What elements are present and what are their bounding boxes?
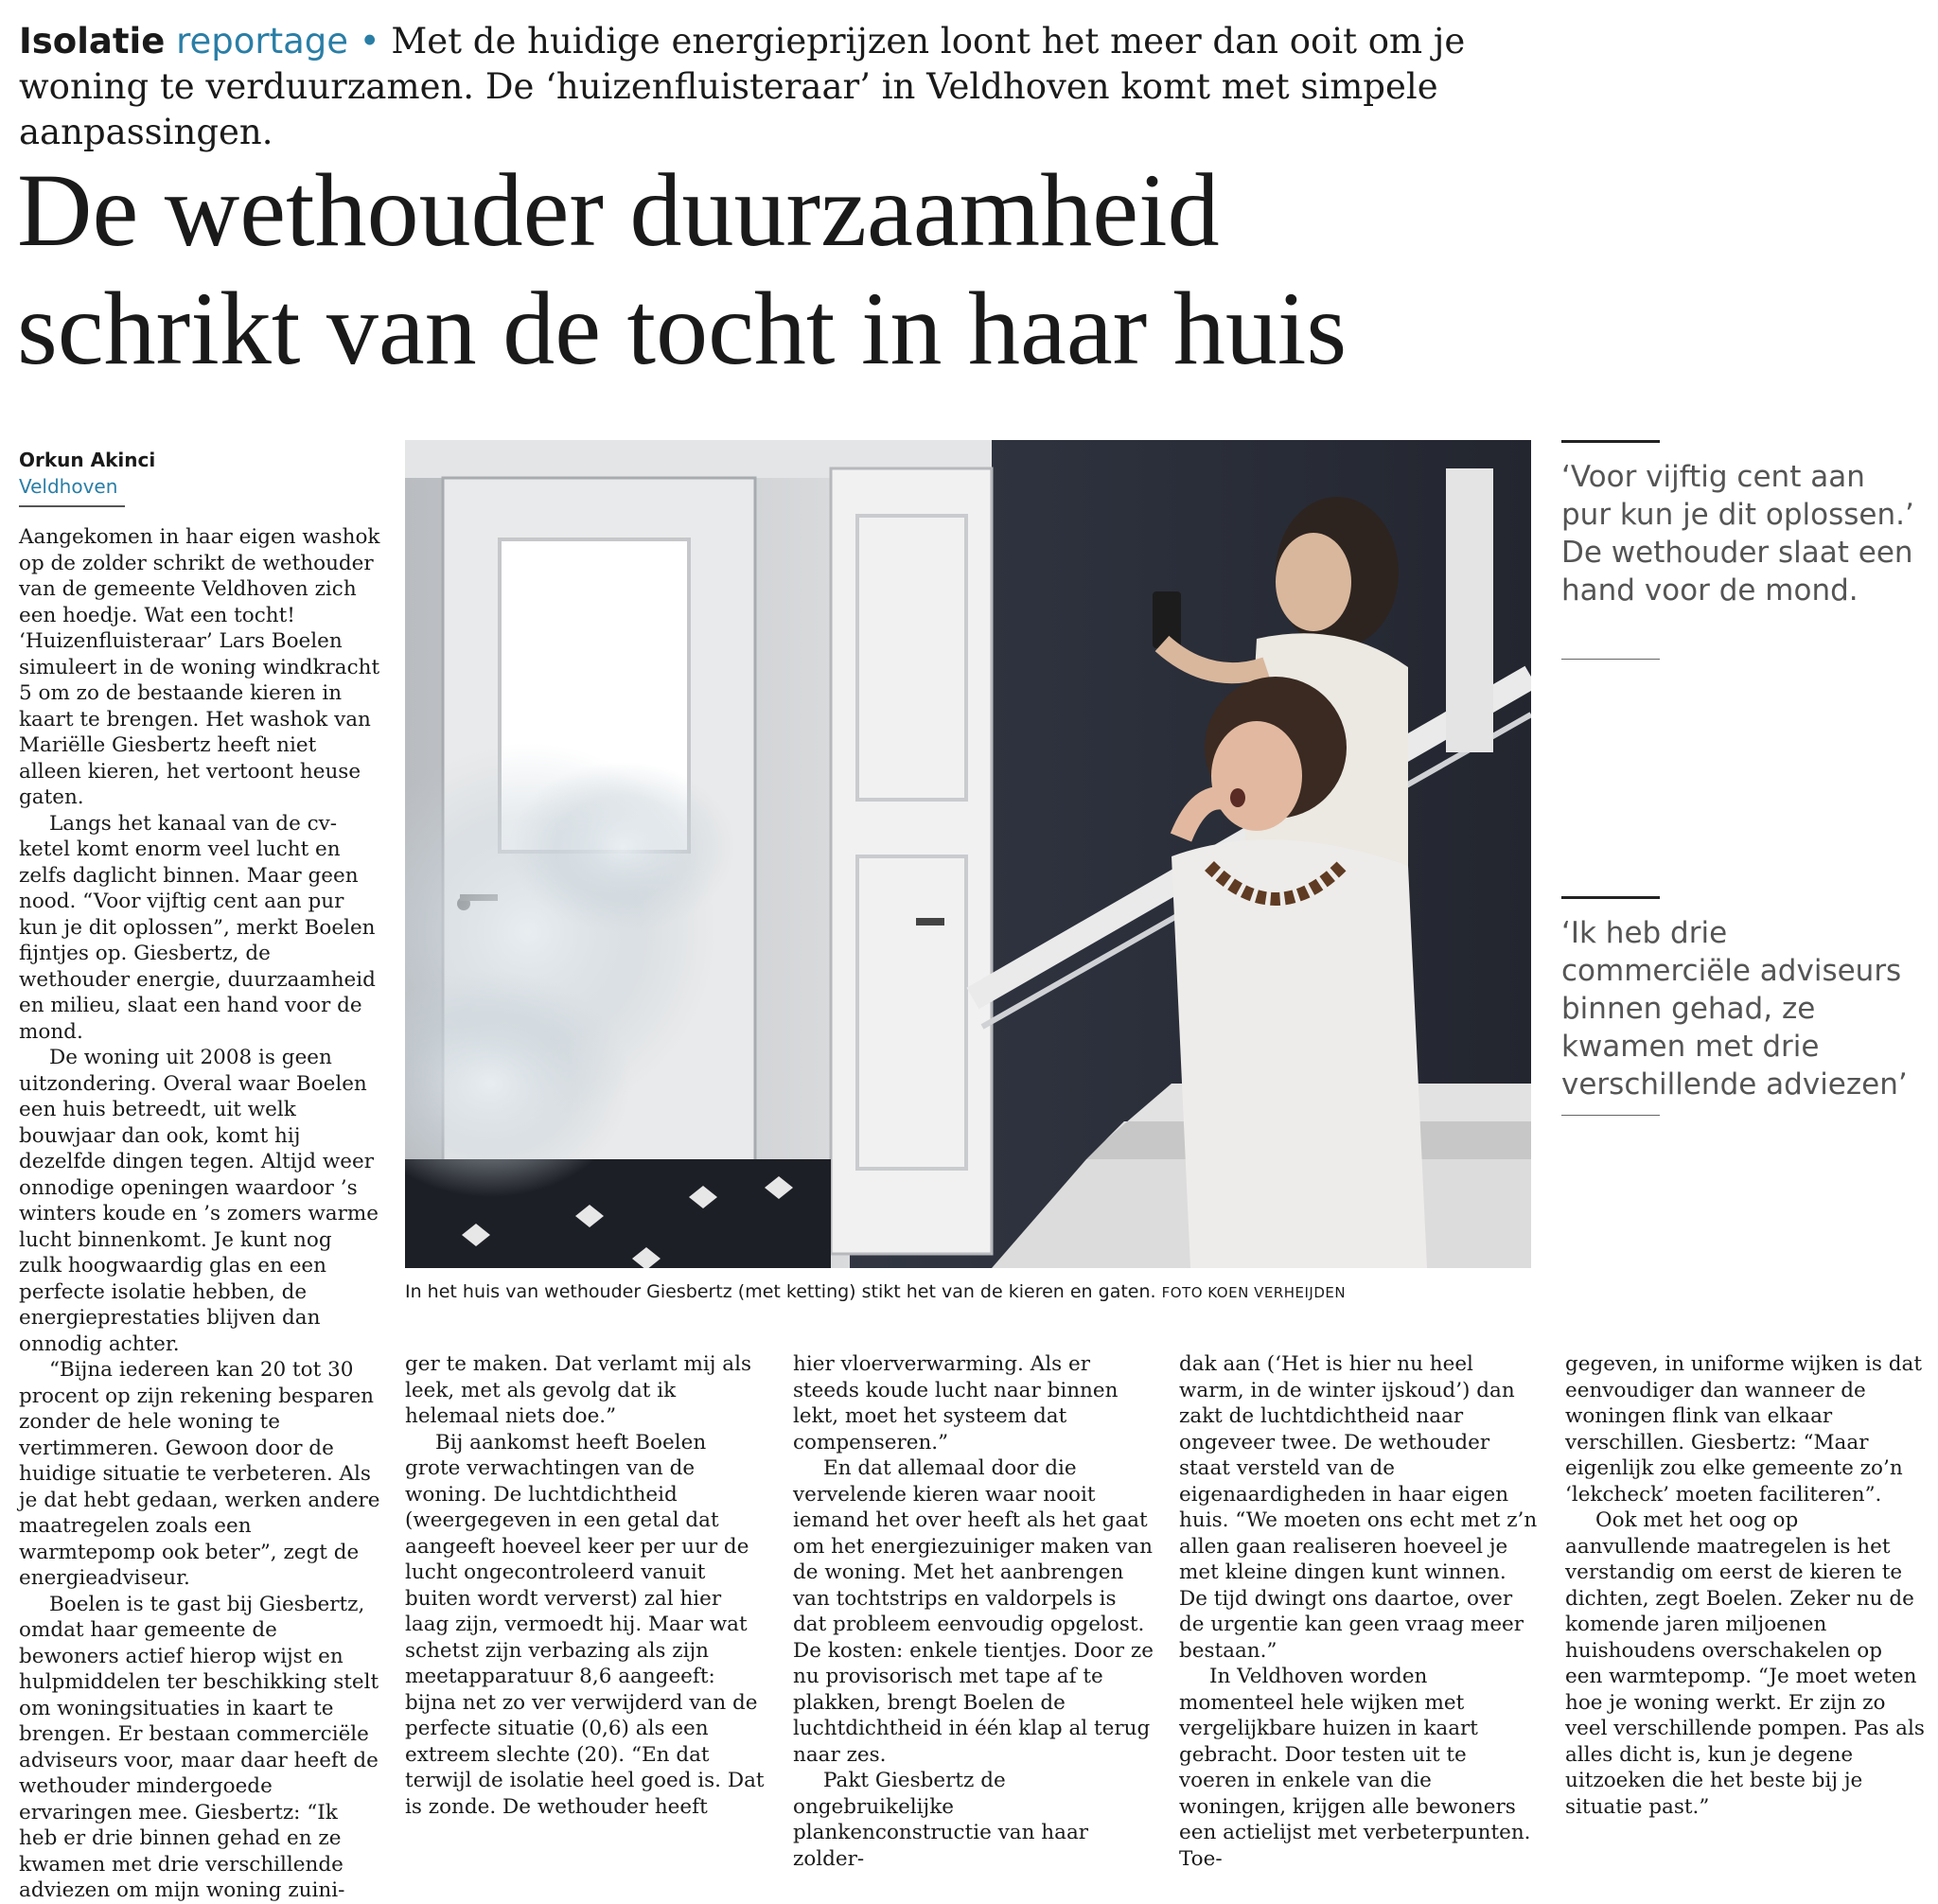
byline-place: Veldhoven — [19, 475, 118, 498]
photo-credit: FOTO KOEN VERHEIJDEN — [1161, 1284, 1347, 1301]
body-paragraph: dak aan (‘Het is hier nu heel warm, in de winter ijskoud’) dan zakt de luchtdichtheid naar ongeveer twee. De wethouder staat versteld van de eigenaardigheden in haar eigen huis. “We moeten ons echt met z’n allen gaan realiseren hoeveel je met kleine dingen kunt winnen. De tijd dwingt ons daartoe, over de urgentie kan geen vraag meer bestaan.” — [1179, 1352, 1538, 1663]
article-kicker — [19, 19, 1505, 155]
genre-label: reportage — [176, 21, 349, 62]
body-column-5 — [1565, 1351, 1925, 1820]
body-paragraph: Boelen is te gast bij Giesbertz, omdat haar gemeente de bewoners actief hierop wijst en hulpmiddelen ter beschikking stelt om woningsituaties in kaart te brengen. Er bestaan commerciële adviseurs voor, maar daar heeft de wethouder mindergoede ervaringen mee. Giesbertz: “Ik heb er drie binnen gehad en ze kwamen met drie verschillende adviezen om mijn woning zuini- — [19, 1592, 379, 1902]
body-paragraph: Aangekomen in haar eigen washok op de zolder schrikt de wethouder van de gemeente Veldhoven zich een hoedje. Wat een tocht! ‘Huizenfluisteraar’ Lars Boelen simuleert in de woning windkracht 5 om zo de bestaande kieren in kaart te brengen. Het washok van Mariëlle Giesbertz heeft niet alleen kieren, het vertoont heuse gaten. — [19, 525, 380, 809]
pullquote-1-top-rule — [1561, 440, 1660, 443]
caption-text: In het huis van wethouder Giesbertz (met ketting) stikt het van de kieren en gaten. — [405, 1281, 1156, 1302]
article-photo — [405, 440, 1531, 1268]
photo-caption — [405, 1279, 1541, 1305]
section-label: Isolatie — [19, 21, 166, 62]
pullquote-2-bottom-rule — [1561, 1115, 1660, 1116]
kicker-intro: Met de huidige energieprijzen loont het meer dan ooit om je woning te verduurzamen. De ‘huizenfluisteraar’ in Veldhoven komt met simpele aanpassingen. — [19, 21, 1466, 152]
body-paragraph: De woning uit 2008 is geen uitzondering. Overal waar Boelen een huis betreedt, uit welk bouwjaar dan ook, komt hij dezelfde dingen tegen. Altijd weer onnodige openingen waardoor ’s winters koude en ’s zomers warme lucht binnenkomt. Je kunt nog zulk hoogwaardig glas en een perfecte isolatie hebben, de energieprestaties blijven dan onnodig achter. — [19, 1046, 379, 1356]
body-column-4 — [1179, 1351, 1541, 1872]
body-paragraph: Bij aankomst heeft Boelen grote verwachtingen van de woning. De luchtdichtheid (weergegeven in een getal dat aangeeft hoeveel keer per uur de lucht ongecontroleerd vanuit buiten wordt ververst) zal hier laag zijn, vermoedt hij. Maar wat schetst zijn verbazing als zijn meetapparatuur 8,6 aangeeft: bijna net zo ver verwijderd van de perfecte situatie (0,6) als een extreem slechte (20). “En dat terwijl de isolatie heel goed is. Dat is zonde. De wethouder heeft — [405, 1430, 765, 1819]
pullquote-2: ‘Ik heb drie commerciële adviseurs binnen gehad, ze kwamen met drie verschillende adviezen’ — [1561, 916, 1908, 1102]
body-paragraph: “Bijna iedereen kan 20 tot 30 procent op zijn rekening besparen zonder de hele woning te vertimmeren. Gewoon door de huidige situatie te verbeteren. Als je dat hebt gedaan, werken andere maatregelen zoals een warmtepomp ook beter”, zegt de energieadviseur. — [19, 1358, 380, 1590]
body-paragraph: En dat allemaal door die vervelende kieren waar nooit iemand het over heeft als het gaat om het energiezuiniger maken van de woning. Met het aanbrengen van tochtstrips en valdorpels is dat probleem eenvoudig opgelost. De kosten: enkele tientjes. Door ze nu provisorisch met tape af te plakken, brengt Boelen de luchtdichtheid in één klap al terug naar zes. — [793, 1456, 1154, 1767]
photo-illustration — [405, 440, 1531, 1268]
body-paragraph: In Veldhoven worden momenteel hele wijken met vergelijkbare huizen in kaart gebracht. Door testen uit te voeren in enkele van die woningen, krijgen alle bewoners een actielijst met verbeterpunten. Toe- — [1179, 1665, 1531, 1871]
kicker-bullet: • — [359, 21, 380, 62]
byline-author: Orkun Akinci — [19, 449, 156, 471]
headline-line-2: schrikt van de tocht in haar huis — [17, 271, 1348, 386]
pullquote-1-bottom-rule — [1561, 659, 1660, 660]
pullquote-2-top-rule — [1561, 896, 1660, 899]
pullquote-1: ‘Voor vijftig cent aan pur kun je dit oplossen.’ De wethouder slaat een hand voor de mond. — [1561, 460, 1914, 608]
body-paragraph: Langs het kanaal van de cv-ketel komt enorm veel lucht en zelfs daglicht binnen. Maar geen nood. “Voor vijftig cent aan pur kun je dit oplossen”, merkt Boelen fijntjes op. Giesbertz, de wethouder energie, duurzaamheid en milieu, slaat een hand voor de mond. — [19, 811, 376, 1044]
headline-line-1: De wethouder duurzaamheid — [17, 152, 1220, 268]
body-paragraph: hier vloerverwarming. Als er steeds koude lucht naar binnen lekt, moet het systeem dat compenseren.” — [793, 1352, 1119, 1454]
body-paragraph: ger te maken. Dat verlamt mij als leek, met als gevolg dat ik helemaal niets doe.” — [405, 1352, 751, 1428]
article-headline — [17, 151, 1815, 388]
body-paragraph: Pakt Giesbertz de ongebruikelijke plankenconstructie van haar zolder- — [793, 1769, 1089, 1871]
body-column-3 — [793, 1351, 1154, 1872]
body-column-2 — [405, 1351, 766, 1820]
byline-divider — [19, 505, 125, 507]
byline — [19, 447, 155, 500]
body-paragraph: gegeven, in uniforme wijken is dat eenvoudiger dan wanneer de woningen flink van elkaar verschillen. Giesbertz: “Maar eigenlijk zou elke gemeente zo’n ‘lekcheck’ moeten faciliteren”. — [1565, 1352, 1922, 1507]
body-column-1 — [19, 524, 380, 1904]
body-paragraph: Ook met het oog op aanvullende maatregelen is het verstandig om eerst de kieren te dichten, zegt Boelen. Zeker nu de komende jaren miljoenen huishoudens overschakelen op een warmtepomp. “Je moet weten hoe je woning werkt. Er zijn zo veel verschillende pompen. Pas als alles dicht is, kun je degene uitzoeken die het beste bij je situatie past.” — [1565, 1508, 1925, 1819]
